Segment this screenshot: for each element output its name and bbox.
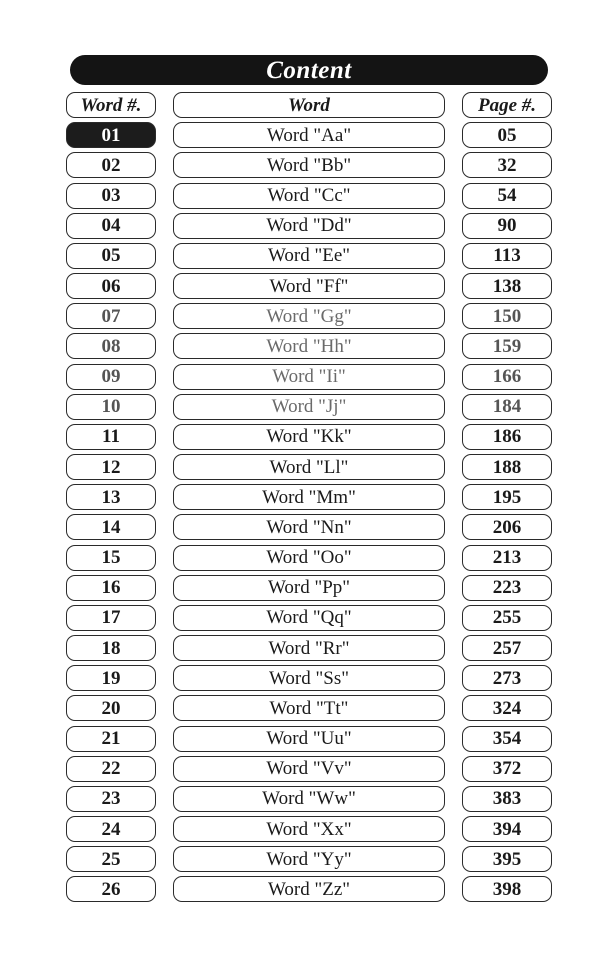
entry-word[interactable]: Word "Ll" <box>173 454 445 480</box>
entry-page-number[interactable]: 223 <box>462 575 552 601</box>
entry-number[interactable]: 22 <box>66 756 156 782</box>
entry-number[interactable]: 17 <box>66 605 156 631</box>
entry-word[interactable]: Word "Cc" <box>173 183 445 209</box>
entry-number[interactable]: 04 <box>66 213 156 239</box>
entry-page-number[interactable]: 113 <box>462 243 552 269</box>
page-number-column <box>462 92 552 907</box>
entry-word[interactable]: Word "Rr" <box>173 635 445 661</box>
entry-page-number[interactable]: 255 <box>462 605 552 631</box>
entry-page-number[interactable]: 138 <box>462 273 552 299</box>
page-title: Content <box>266 57 352 84</box>
entry-page-number[interactable]: 188 <box>462 454 552 480</box>
entry-number[interactable]: 19 <box>66 665 156 691</box>
entry-number[interactable]: 16 <box>66 575 156 601</box>
entry-word[interactable]: Word "Qq" <box>173 605 445 631</box>
entry-number[interactable]: 03 <box>66 183 156 209</box>
entry-page-number[interactable]: 90 <box>462 213 552 239</box>
entry-word[interactable]: Word "Mm" <box>173 484 445 510</box>
entry-number[interactable]: 10 <box>66 394 156 420</box>
entry-word[interactable]: Word "Xx" <box>173 816 445 842</box>
entry-page-number[interactable]: 05 <box>462 122 552 148</box>
entry-page-number[interactable]: 383 <box>462 786 552 812</box>
title-banner <box>70 55 548 85</box>
entry-page-number[interactable]: 213 <box>462 545 552 571</box>
entry-word[interactable]: Word "Uu" <box>173 726 445 752</box>
entry-word[interactable]: Word "Kk" <box>173 424 445 450</box>
entry-number[interactable]: 21 <box>66 726 156 752</box>
entry-number[interactable]: 20 <box>66 695 156 721</box>
entry-number[interactable]: 23 <box>66 786 156 812</box>
entry-page-number[interactable]: 150 <box>462 303 552 329</box>
page-number-header: Page #. <box>462 92 552 118</box>
entry-page-number[interactable]: 206 <box>462 514 552 540</box>
entry-page-number[interactable]: 372 <box>462 756 552 782</box>
entry-word[interactable]: Word "Tt" <box>173 695 445 721</box>
entry-word[interactable]: Word "Dd" <box>173 213 445 239</box>
entry-page-number[interactable]: 166 <box>462 364 552 390</box>
entry-number[interactable]: 08 <box>66 333 156 359</box>
entry-number[interactable]: 06 <box>66 273 156 299</box>
word-column <box>173 92 445 907</box>
word-number-header: Word #. <box>66 92 156 118</box>
entry-page-number[interactable]: 394 <box>462 816 552 842</box>
entry-number[interactable]: 15 <box>66 545 156 571</box>
entry-number[interactable]: 26 <box>66 876 156 902</box>
entry-number[interactable]: 18 <box>66 635 156 661</box>
entry-word[interactable]: Word "Oo" <box>173 545 445 571</box>
entry-page-number[interactable]: 273 <box>462 665 552 691</box>
entry-page-number[interactable]: 324 <box>462 695 552 721</box>
entry-word[interactable]: Word "Jj" <box>173 394 445 420</box>
entry-number[interactable]: 14 <box>66 514 156 540</box>
entry-number[interactable]: 02 <box>66 152 156 178</box>
entry-number[interactable]: 05 <box>66 243 156 269</box>
entry-word[interactable]: Word "Ii" <box>173 364 445 390</box>
word-number-column <box>66 92 156 907</box>
entry-page-number[interactable]: 159 <box>462 333 552 359</box>
entry-word[interactable]: Word "Aa" <box>173 122 445 148</box>
entry-number[interactable]: 24 <box>66 816 156 842</box>
entry-word[interactable]: Word "Ee" <box>173 243 445 269</box>
entry-page-number[interactable]: 184 <box>462 394 552 420</box>
entry-number[interactable]: 25 <box>66 846 156 872</box>
entry-word[interactable]: Word "Nn" <box>173 514 445 540</box>
entry-number[interactable]: 07 <box>66 303 156 329</box>
entry-number[interactable]: 11 <box>66 424 156 450</box>
entry-word[interactable]: Word "Pp" <box>173 575 445 601</box>
entry-page-number[interactable]: 257 <box>462 635 552 661</box>
entry-page-number[interactable]: 395 <box>462 846 552 872</box>
entry-word[interactable]: Word "Vv" <box>173 756 445 782</box>
entry-page-number[interactable]: 354 <box>462 726 552 752</box>
entry-word[interactable]: Word "Ww" <box>173 786 445 812</box>
entry-word[interactable]: Word "Bb" <box>173 152 445 178</box>
entry-word[interactable]: Word "Hh" <box>173 333 445 359</box>
entry-number[interactable]: 01 <box>66 122 156 148</box>
entry-word[interactable]: Word "Ss" <box>173 665 445 691</box>
entry-page-number[interactable]: 186 <box>462 424 552 450</box>
entry-word[interactable]: Word "Yy" <box>173 846 445 872</box>
entry-number[interactable]: 09 <box>66 364 156 390</box>
entry-page-number[interactable]: 32 <box>462 152 552 178</box>
entry-word[interactable]: Word "Zz" <box>173 876 445 902</box>
entry-word[interactable]: Word "Ff" <box>173 273 445 299</box>
entry-number[interactable]: 12 <box>66 454 156 480</box>
entry-page-number[interactable]: 54 <box>462 183 552 209</box>
word-header: Word <box>173 92 445 118</box>
entry-word[interactable]: Word "Gg" <box>173 303 445 329</box>
entry-page-number[interactable]: 195 <box>462 484 552 510</box>
entry-number[interactable]: 13 <box>66 484 156 510</box>
entry-page-number[interactable]: 398 <box>462 876 552 902</box>
